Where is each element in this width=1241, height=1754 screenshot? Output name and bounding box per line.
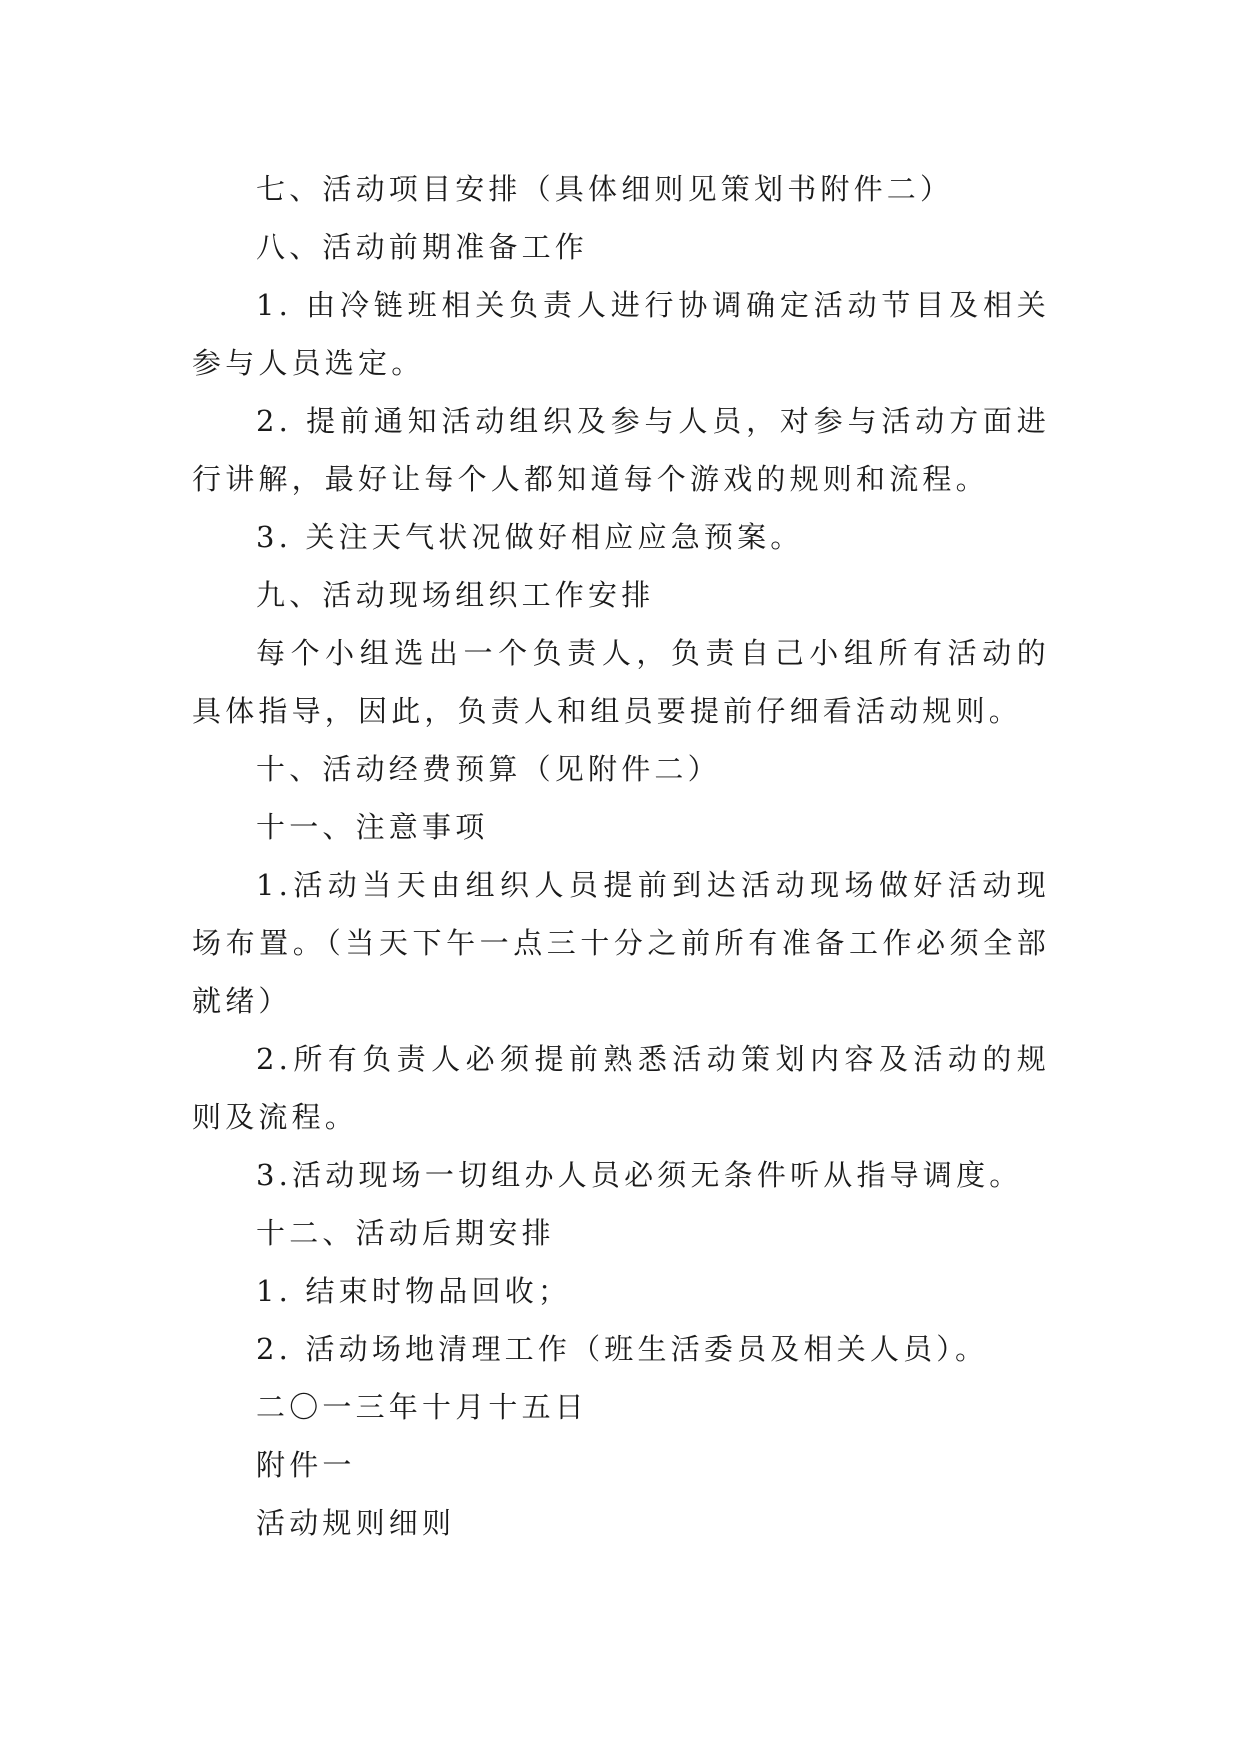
preparation-item-1: 1. 由冷链班相关负责人进行协调确定活动节目及相关参与人员选定。 [192, 288, 1050, 380]
preparation-item-2: 2. 提前通知活动组织及参与人员，对参与活动方面进行讲解，最好让每个人都知道每个游戏的规则和流程。 [192, 404, 1050, 496]
section-heading-preparation: 八、活动前期准备工作 [256, 230, 589, 264]
notes-item-1: 1.活动当天由组织人员提前到达活动现场做好活动现场布置。（当天下午一点三十分之前所有准备工作必须全部就绪） [192, 868, 1050, 1018]
preparation-item-3: 3. 关注天气状况做好相应应急预案。 [256, 520, 804, 554]
attachment-title: 活动规则细则 [256, 1506, 456, 1540]
attachment-label: 附件一 [256, 1448, 356, 1482]
notes-item-3: 3.活动现场一切组办人员必须无条件听从指导调度。 [256, 1158, 1023, 1192]
document-date: 二〇一三年十月十五日 [256, 1390, 589, 1424]
section-heading-notes: 十一、注意事项 [256, 810, 489, 844]
onsite-organization-text: 每个小组选出一个负责人，负责自己小组所有活动的具体指导，因此，负责人和组员要提前仔细看活动规则。 [192, 636, 1050, 728]
section-heading-budget: 十、活动经费预算（见附件二） [256, 752, 721, 786]
section-heading-onsite-organization: 九、活动现场组织工作安排 [256, 578, 655, 612]
section-heading-post-activity: 十二、活动后期安排 [256, 1216, 555, 1250]
post-activity-item-1: 1. 结束时物品回收； [256, 1274, 572, 1308]
document-body [192, 160, 1050, 1552]
section-heading-activity-items: 七、活动项目安排（具体细则见策划书附件二） [256, 172, 954, 206]
post-activity-item-2: 2. 活动场地清理工作（班生活委员及相关人员）。 [256, 1332, 989, 1366]
notes-item-2: 2.所有负责人必须提前熟悉活动策划内容及活动的规则及流程。 [192, 1042, 1050, 1134]
